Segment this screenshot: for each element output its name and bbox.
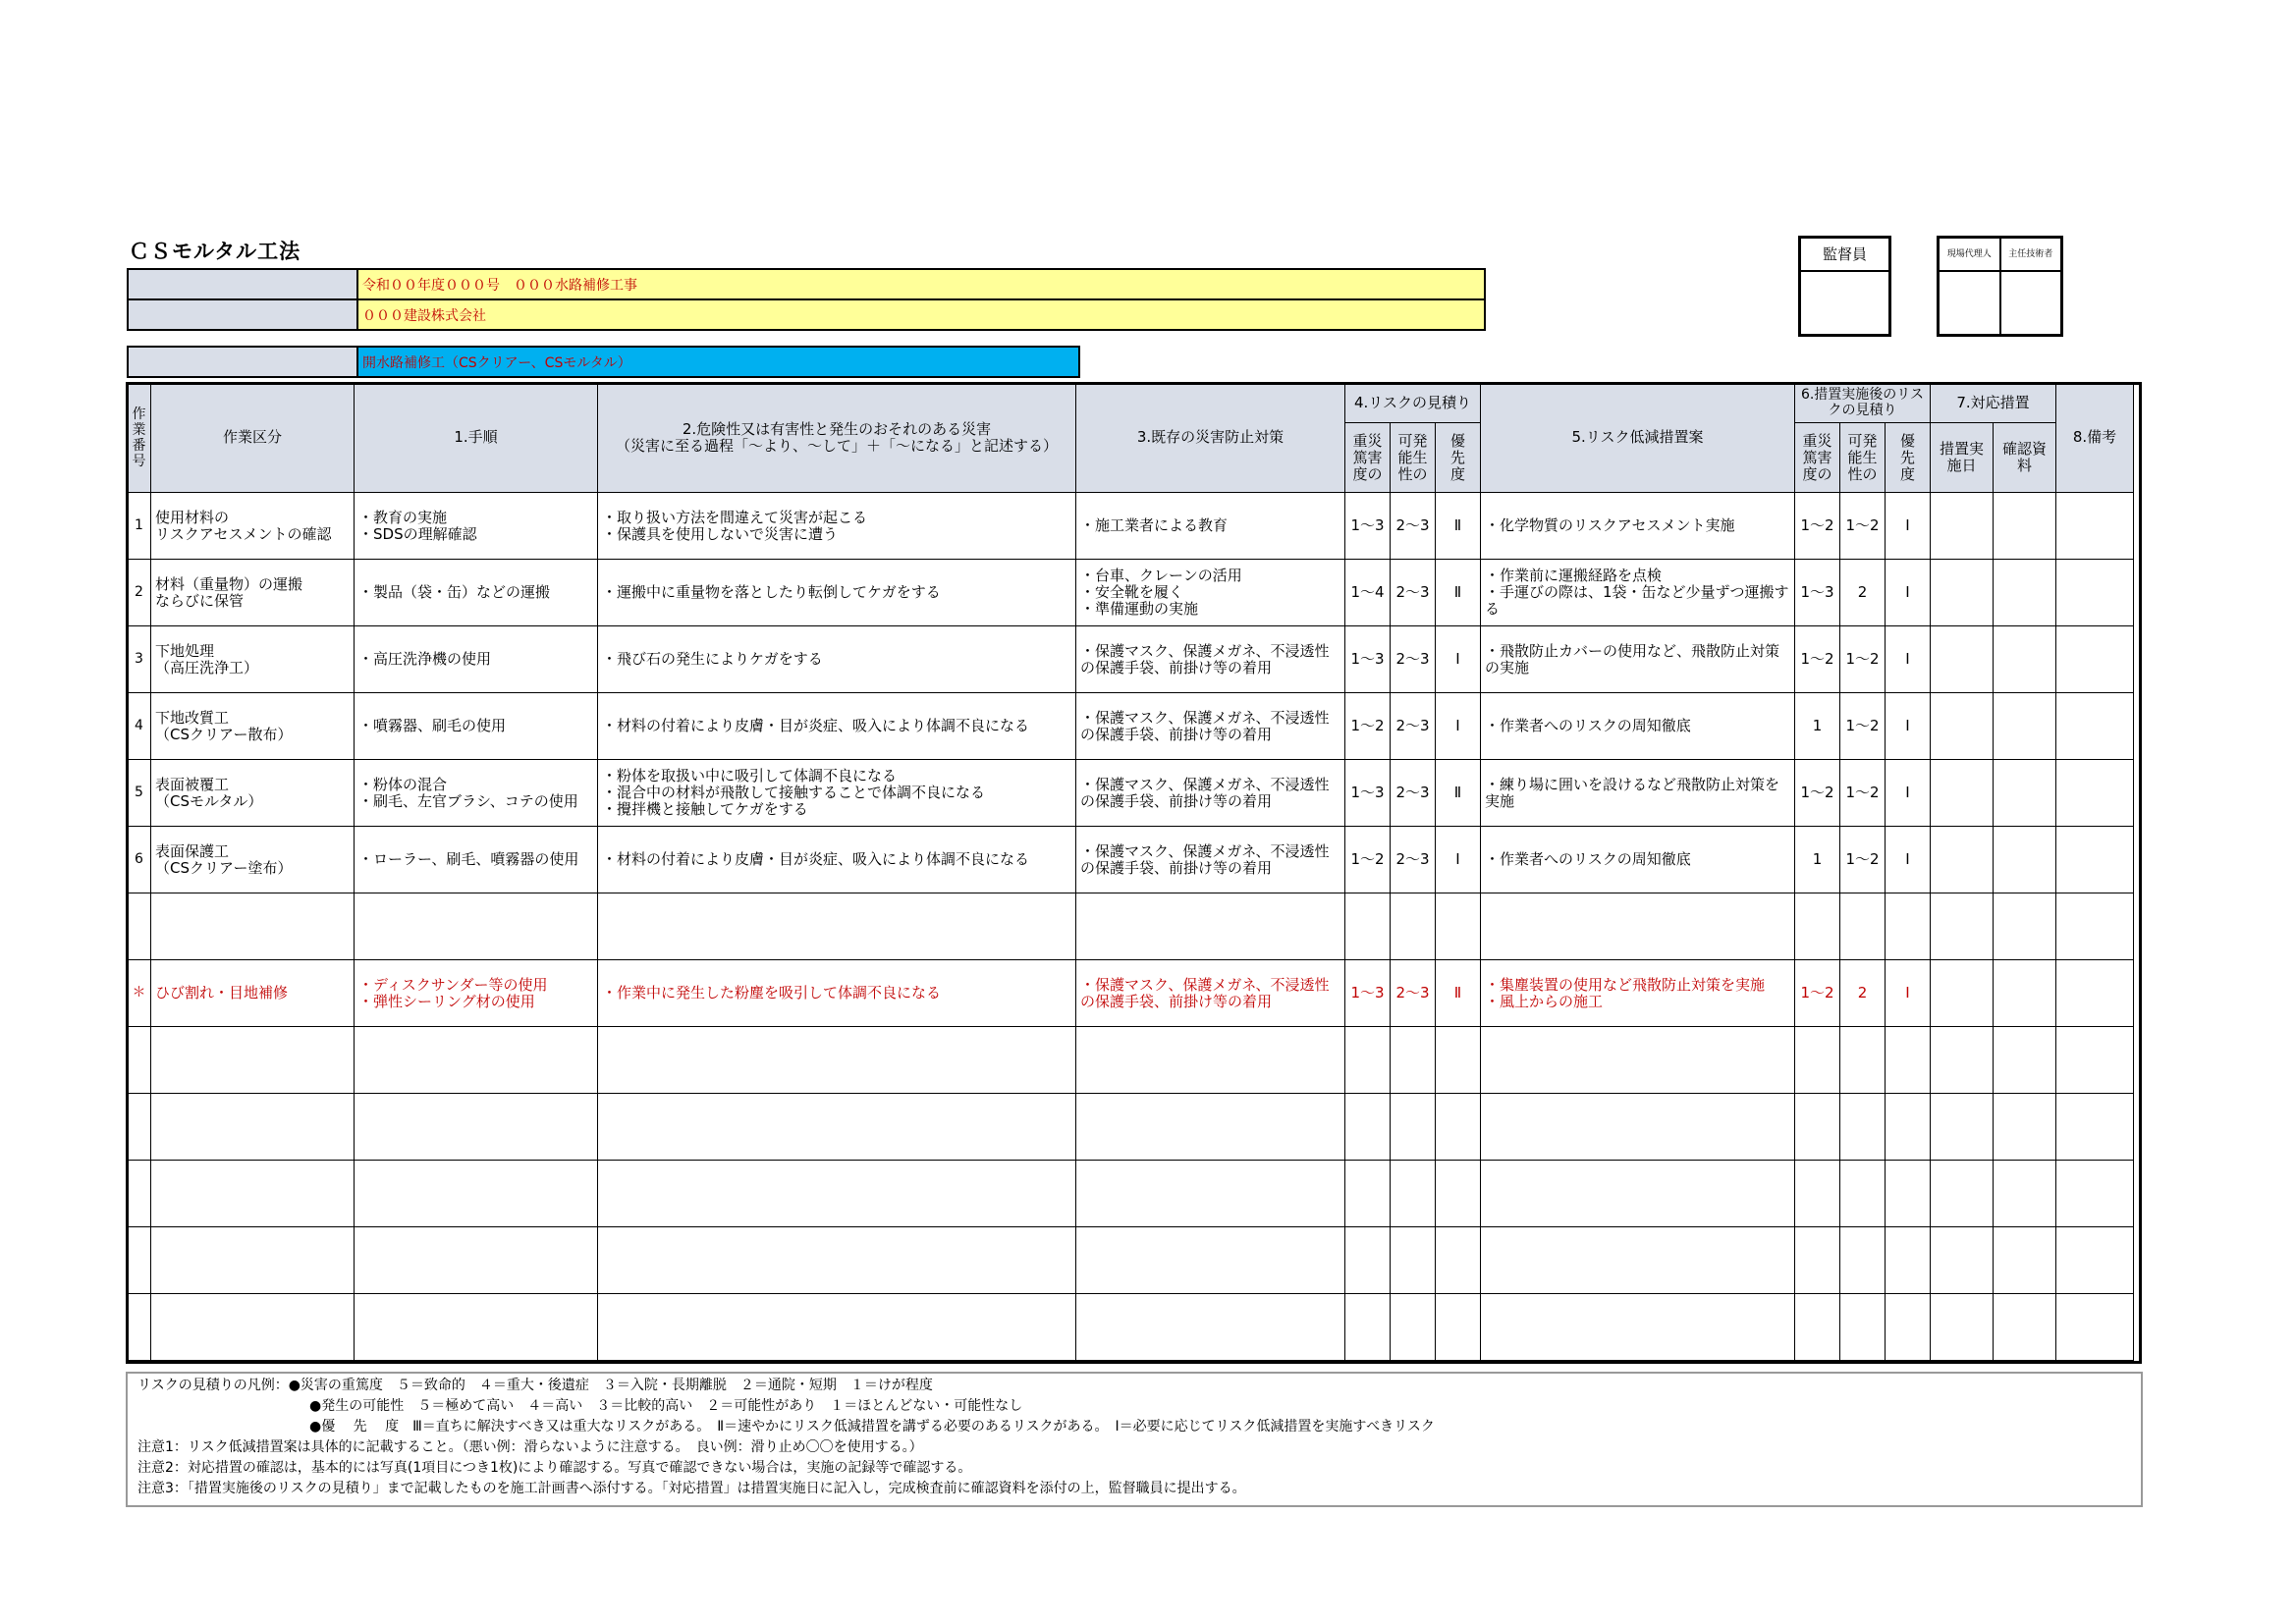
table-row <box>128 1161 2134 1227</box>
priority-after-value <box>1886 1094 1931 1161</box>
impl-date-cell <box>1931 1094 1994 1161</box>
priority-value: Ⅰ <box>1436 693 1481 760</box>
impl-date-cell <box>1931 1227 1994 1294</box>
severity-value: 1～3 <box>1345 760 1391 827</box>
header-likelihood-after: 可発能生性の <box>1840 423 1886 493</box>
reduction-measure <box>1481 1027 1795 1094</box>
impl-date-cell <box>1931 893 1994 960</box>
confirm-doc-cell <box>1994 1294 2056 1361</box>
severity-value: 1～3 <box>1345 493 1391 560</box>
legend-line-priority: ●優 先 度 Ⅲ＝直ちに解決すべき又は重大なリスクがある。 Ⅱ＝速やかにリスク低減措置を講ずる必要のあるリスクがある。 Ⅰ＝必要に応じてリスク低減措置を実施すべきリスク <box>309 1419 1435 1435</box>
impl-date-cell <box>1931 1294 1994 1361</box>
table-row <box>128 1227 2134 1294</box>
row-number <box>128 1227 151 1294</box>
priority-after-value <box>1886 893 1931 960</box>
remarks-cell <box>2056 1027 2134 1094</box>
header-severity: 重災篤害度の <box>1345 423 1391 493</box>
severity-value: 1～2 <box>1345 827 1391 893</box>
likelihood-value: 2～3 <box>1391 560 1436 626</box>
severity-after-value: 1～2 <box>1795 493 1840 560</box>
severity-value <box>1345 1094 1391 1161</box>
site-agent-label: 現場代理人 <box>1940 239 1999 272</box>
legend-line-severity: リスクの見積りの凡例：●災害の重篤度 ５＝致命的 ４＝重大・後遺症 ３＝入院・長期離脱 ２＝通院・短期 １＝けが程度 <box>137 1378 933 1393</box>
remarks-cell <box>2056 960 2134 1027</box>
severity-after-value: 1～3 <box>1795 560 1840 626</box>
likelihood-value: 2～3 <box>1391 493 1436 560</box>
severity-after-value <box>1795 893 1840 960</box>
legend-box <box>126 1372 2143 1507</box>
work-category: 材料（重量物）の運搬 ならびに保管 <box>151 560 355 626</box>
hazard <box>598 1161 1076 1227</box>
table-row <box>128 493 2134 560</box>
header-hazard-line2: （災害に至る過程「～より、～して」＋「～になる」と記述する） <box>615 436 1058 455</box>
project-name: 令和００年度０００号 ０００水路補修工事 <box>357 269 1485 299</box>
severity-after-value <box>1795 1027 1840 1094</box>
existing-measure <box>1076 1227 1345 1294</box>
procedure: ・製品（袋・缶）などの運搬 <box>355 560 598 626</box>
chief-engineer-label: 主任技術者 <box>2001 239 2061 272</box>
header-remarks: 8.備考 <box>2056 383 2134 493</box>
severity-value: 1～2 <box>1345 693 1391 760</box>
header-reduction: 5.リスク低減措置案 <box>1481 383 1795 493</box>
impl-date-cell <box>1931 626 1994 693</box>
likelihood-after-value: 1～2 <box>1840 493 1886 560</box>
work-category: 下地改質工 （CSクリアー散布） <box>151 693 355 760</box>
header-priority-after: 優先度 <box>1886 423 1931 493</box>
hazard <box>598 893 1076 960</box>
priority-after-value: Ⅰ <box>1886 560 1931 626</box>
hazard <box>598 1294 1076 1361</box>
procedure <box>355 1161 598 1227</box>
priority-after-value: Ⅰ <box>1886 626 1931 693</box>
priority-value: Ⅱ <box>1436 493 1481 560</box>
procedure: ・教育の実施 ・SDSの理解確認 <box>355 493 598 560</box>
confirm-doc-cell <box>1994 1094 2056 1161</box>
work-category <box>151 1294 355 1361</box>
confirm-doc-cell <box>1994 1227 2056 1294</box>
row-number: 5 <box>128 760 151 827</box>
reduction-measure: ・飛散防止カバーの使用など、飛散防止対策の実施 <box>1481 626 1795 693</box>
hazard: ・飛び石の発生によりケガをする <box>598 626 1076 693</box>
remarks-cell <box>2056 626 2134 693</box>
table-row <box>128 560 2134 626</box>
table-row <box>128 960 2134 1027</box>
supervisor-stamp-box <box>1798 236 1891 337</box>
severity-value <box>1345 1227 1391 1294</box>
remarks-cell <box>2056 560 2134 626</box>
procedure <box>355 1027 598 1094</box>
row-number: 6 <box>128 827 151 893</box>
likelihood-value <box>1391 1161 1436 1227</box>
hazard: ・材料の付着により皮膚・目が炎症、吸入により体調不良になる <box>598 693 1076 760</box>
procedure: ・ディスクサンダー等の使用 ・弾性シーリング材の使用 <box>355 960 598 1027</box>
header-priority: 優先度 <box>1436 423 1481 493</box>
work-category: 表面被覆工 （CSモルタル） <box>151 760 355 827</box>
work-type: 開水路補修工（CSクリアー、CSモルタル） <box>357 347 1079 377</box>
impl-date-cell <box>1931 1161 1994 1227</box>
impl-date-cell <box>1931 493 1994 560</box>
header-no: 作業番号 <box>128 383 151 493</box>
confirm-doc-cell <box>1994 827 2056 893</box>
confirm-doc-cell <box>1994 960 2056 1027</box>
priority-value <box>1436 893 1481 960</box>
work-category: 使用材料の リスクアセスメントの確認 <box>151 493 355 560</box>
remarks-cell <box>2056 893 2134 960</box>
likelihood-after-value: 1～2 <box>1840 626 1886 693</box>
severity-after-value <box>1795 1294 1840 1361</box>
impl-date-cell <box>1931 1027 1994 1094</box>
existing-measure <box>1076 1027 1345 1094</box>
supervisor-label: 監督員 <box>1801 239 1888 272</box>
procedure <box>355 1294 598 1361</box>
priority-after-value: Ⅰ <box>1886 960 1931 1027</box>
severity-value: 1～3 <box>1345 960 1391 1027</box>
likelihood-value <box>1391 1227 1436 1294</box>
priority-value: Ⅰ <box>1436 827 1481 893</box>
impl-date-cell <box>1931 960 1994 1027</box>
table-row <box>128 626 2134 693</box>
header-procedure: 1.手順 <box>355 383 598 493</box>
legend-line-likelihood: ●発生の可能性 ５＝極めて高い ４＝高い ３＝比較的高い ２＝可能性があり １＝ほとんどない・可能性なし <box>309 1398 1023 1414</box>
severity-value: 1～4 <box>1345 560 1391 626</box>
header-hazard-line1: 2.危険性又は有害性と発生のおそれのある災害 <box>682 419 992 438</box>
header-likelihood: 可発能生性の <box>1391 423 1436 493</box>
priority-after-value: Ⅰ <box>1886 827 1931 893</box>
remarks-cell <box>2056 1161 2134 1227</box>
remarks-cell <box>2056 493 2134 560</box>
confirm-doc-cell <box>1994 760 2056 827</box>
header-category: 作業区分 <box>151 383 355 493</box>
existing-measure: ・保護マスク、保護メガネ、不浸透性の保護手袋、前掛け等の着用 <box>1076 827 1345 893</box>
likelihood-after-value: 1～2 <box>1840 693 1886 760</box>
procedure: ・噴霧器、刷毛の使用 <box>355 693 598 760</box>
existing-measure: ・保護マスク、保護メガネ、不浸透性の保護手袋、前掛け等の着用 <box>1076 960 1345 1027</box>
severity-after-value <box>1795 1094 1840 1161</box>
header-severity-after: 重災篤害度の <box>1795 423 1840 493</box>
row-number <box>128 1294 151 1361</box>
remarks-cell <box>2056 827 2134 893</box>
remarks-cell <box>2056 693 2134 760</box>
work-category <box>151 1227 355 1294</box>
confirm-doc-cell <box>1994 560 2056 626</box>
row-number <box>128 1094 151 1161</box>
priority-after-value <box>1886 1027 1931 1094</box>
severity-value <box>1345 1294 1391 1361</box>
header-action: 7.対応措置 <box>1931 383 2056 423</box>
company-name: ０００建設株式会社 <box>357 299 1485 330</box>
impl-date-cell <box>1931 827 1994 893</box>
table-row <box>128 827 2134 893</box>
table-row <box>128 760 2134 827</box>
likelihood-after-value: 2 <box>1840 960 1886 1027</box>
likelihood-after-value <box>1840 1227 1886 1294</box>
confirm-doc-cell <box>1994 1161 2056 1227</box>
work-category <box>151 893 355 960</box>
priority-value <box>1436 1294 1481 1361</box>
confirm-doc-cell <box>1994 693 2056 760</box>
confirm-doc-cell <box>1994 626 2056 693</box>
work-category: 下地処理 （高圧洗浄工） <box>151 626 355 693</box>
severity-value <box>1345 1027 1391 1094</box>
impl-date-cell <box>1931 693 1994 760</box>
impl-date-cell <box>1931 560 1994 626</box>
existing-measure: ・保護マスク、保護メガネ、不浸透性の保護手袋、前掛け等の着用 <box>1076 626 1345 693</box>
existing-measure: ・台車、クレーンの活用 ・安全靴を履く ・準備運動の実施 <box>1076 560 1345 626</box>
reduction-measure: ・作業者へのリスクの周知徹底 <box>1481 827 1795 893</box>
work-category <box>151 1027 355 1094</box>
procedure: ・粉体の混合 ・刷毛、左官ブラシ、コテの使用 <box>355 760 598 827</box>
severity-after-value: 1～2 <box>1795 760 1840 827</box>
row-number: 2 <box>128 560 151 626</box>
procedure <box>355 893 598 960</box>
likelihood-after-value: 1～2 <box>1840 760 1886 827</box>
priority-value: Ⅱ <box>1436 760 1481 827</box>
hazard: ・取り扱い方法を間違えて災害が起こる ・保護具を使用しないで災害に遭う <box>598 493 1076 560</box>
hazard: ・材料の付着により皮膚・目が炎症、吸入により体調不良になる <box>598 827 1076 893</box>
reduction-measure: ・作業者へのリスクの周知徹底 <box>1481 693 1795 760</box>
existing-measure: ・保護マスク、保護メガネ、不浸透性の保護手袋、前掛け等の着用 <box>1076 693 1345 760</box>
likelihood-after-value <box>1840 1161 1886 1227</box>
row-number: ＊ <box>128 960 151 1027</box>
row-number: 3 <box>128 626 151 693</box>
priority-after-value <box>1886 1294 1931 1361</box>
priority-value: Ⅱ <box>1436 560 1481 626</box>
reduction-measure <box>1481 893 1795 960</box>
row-number <box>128 1161 151 1227</box>
priority-after-value: Ⅰ <box>1886 760 1931 827</box>
likelihood-after-value <box>1840 1294 1886 1361</box>
work-category <box>151 1094 355 1161</box>
row-number <box>128 893 151 960</box>
existing-measure <box>1076 1161 1345 1227</box>
work-type-table <box>127 346 1080 378</box>
likelihood-value <box>1391 1094 1436 1161</box>
procedure: ・ローラー、刷毛、噴霧器の使用 <box>355 827 598 893</box>
priority-value: Ⅱ <box>1436 960 1481 1027</box>
priority-after-value <box>1886 1227 1931 1294</box>
table-row <box>128 1094 2134 1161</box>
procedure: ・高圧洗浄機の使用 <box>355 626 598 693</box>
reduction-measure: ・化学物質のリスクアセスメント実施 <box>1481 493 1795 560</box>
severity-after-value <box>1795 1227 1840 1294</box>
priority-value <box>1436 1094 1481 1161</box>
header-after-estimate: 6.措置実施後のリスクの見積り <box>1795 383 1931 423</box>
existing-measure <box>1076 1094 1345 1161</box>
likelihood-after-value <box>1840 893 1886 960</box>
confirm-doc-cell <box>1994 893 2056 960</box>
table-row <box>128 893 2134 960</box>
likelihood-value <box>1391 893 1436 960</box>
likelihood-after-value: 1～2 <box>1840 827 1886 893</box>
severity-value <box>1345 1161 1391 1227</box>
priority-after-value: Ⅰ <box>1886 693 1931 760</box>
confirm-doc-cell <box>1994 493 2056 560</box>
header-existing: 3.既存の災害防止対策 <box>1076 383 1345 493</box>
priority-value: Ⅰ <box>1436 626 1481 693</box>
risk-assessment-table <box>127 382 2134 1361</box>
likelihood-value: 2～3 <box>1391 827 1436 893</box>
severity-after-value: 1～2 <box>1795 626 1840 693</box>
procedure <box>355 1094 598 1161</box>
likelihood-value: 2～3 <box>1391 760 1436 827</box>
severity-after-value: 1～2 <box>1795 960 1840 1027</box>
hazard <box>598 1027 1076 1094</box>
remarks-cell <box>2056 1227 2134 1294</box>
header-risk-estimate: 4.リスクの見積り <box>1345 383 1481 423</box>
likelihood-value <box>1391 1027 1436 1094</box>
header-impl-date: 措置実施日 <box>1931 423 1994 493</box>
header-confirm-doc: 確認資料 <box>1994 423 2056 493</box>
table-row <box>128 1294 2134 1361</box>
hazard <box>598 1094 1076 1161</box>
priority-value <box>1436 1161 1481 1227</box>
row-number: 1 <box>128 493 151 560</box>
priority-after-value: Ⅰ <box>1886 493 1931 560</box>
reduction-measure: ・練り場に囲いを設けるなど飛散防止対策を実施 <box>1481 760 1795 827</box>
legend-note-1: 注意1：リスク低減措置案は具体的に記載すること。（悪い例：滑らないように注意する。 良い例：滑り止め〇〇を使用する。） <box>137 1439 923 1455</box>
severity-after-value: 1 <box>1795 693 1840 760</box>
reduction-measure <box>1481 1161 1795 1227</box>
hazard: ・運搬中に重量物を落としたり転倒してケガをする <box>598 560 1076 626</box>
hazard <box>598 1227 1076 1294</box>
reduction-measure: ・作業前に運搬経路を点検 ・手運びの際は、1袋・缶など少量ずつ運搬する <box>1481 560 1795 626</box>
site-staff-stamp-box <box>1937 236 2063 337</box>
legend-note-2: 注意2：対応措置の確認は，基本的には写真(1項目につき1枚)により確認する。写真で確認できない場合は，実施の記録等で確認する。 <box>137 1460 972 1476</box>
table-row <box>128 1027 2134 1094</box>
confirm-doc-cell <box>1994 1027 2056 1094</box>
likelihood-after-value <box>1840 1094 1886 1161</box>
priority-after-value <box>1886 1161 1931 1227</box>
existing-measure <box>1076 893 1345 960</box>
table-row <box>128 693 2134 760</box>
remarks-cell <box>2056 760 2134 827</box>
reduction-measure <box>1481 1294 1795 1361</box>
row-number <box>128 1027 151 1094</box>
severity-after-value <box>1795 1161 1840 1227</box>
likelihood-value: 2～3 <box>1391 693 1436 760</box>
project-info-table <box>127 268 1486 331</box>
priority-value <box>1436 1027 1481 1094</box>
severity-value: 1～3 <box>1345 626 1391 693</box>
severity-after-value: 1 <box>1795 827 1840 893</box>
work-category: ひび割れ・目地補修 <box>151 960 355 1027</box>
work-category <box>151 1161 355 1227</box>
hazard: ・作業中に発生した粉塵を吸引して体調不良になる <box>598 960 1076 1027</box>
row-number: 4 <box>128 693 151 760</box>
likelihood-after-value <box>1840 1027 1886 1094</box>
likelihood-after-value: 2 <box>1840 560 1886 626</box>
page-title: ＣＳモルタル工法 <box>129 240 301 263</box>
priority-value <box>1436 1227 1481 1294</box>
remarks-cell <box>2056 1094 2134 1161</box>
remarks-cell <box>2056 1294 2134 1361</box>
reduction-measure <box>1481 1227 1795 1294</box>
procedure <box>355 1227 598 1294</box>
severity-value <box>1345 893 1391 960</box>
reduction-measure: ・集塵装置の使用など飛散防止対策を実施 ・風上からの施工 <box>1481 960 1795 1027</box>
work-category: 表面保護工 （CSクリアー塗布） <box>151 827 355 893</box>
existing-measure <box>1076 1294 1345 1361</box>
likelihood-value <box>1391 1294 1436 1361</box>
existing-measure: ・施工業者による教育 <box>1076 493 1345 560</box>
hazard: ・粉体を取扱い中に吸引して体調不良になる ・混合中の材料が飛散して接触することで体調不良になる ・攪拌機と接触してケガをする <box>598 760 1076 827</box>
legend-note-3: 注意3：「措置実施後のリスクの見積り」まで記載したものを施工計画書へ添付する。「対応措置」は措置実施日に記入し，完成検査前に確認資料を添付の上，監督職員に提出する。 <box>137 1481 1246 1496</box>
likelihood-value: 2～3 <box>1391 626 1436 693</box>
reduction-measure <box>1481 1094 1795 1161</box>
likelihood-value: 2～3 <box>1391 960 1436 1027</box>
header-hazard <box>598 383 1076 493</box>
existing-measure: ・保護マスク、保護メガネ、不浸透性の保護手袋、前掛け等の着用 <box>1076 760 1345 827</box>
impl-date-cell <box>1931 760 1994 827</box>
